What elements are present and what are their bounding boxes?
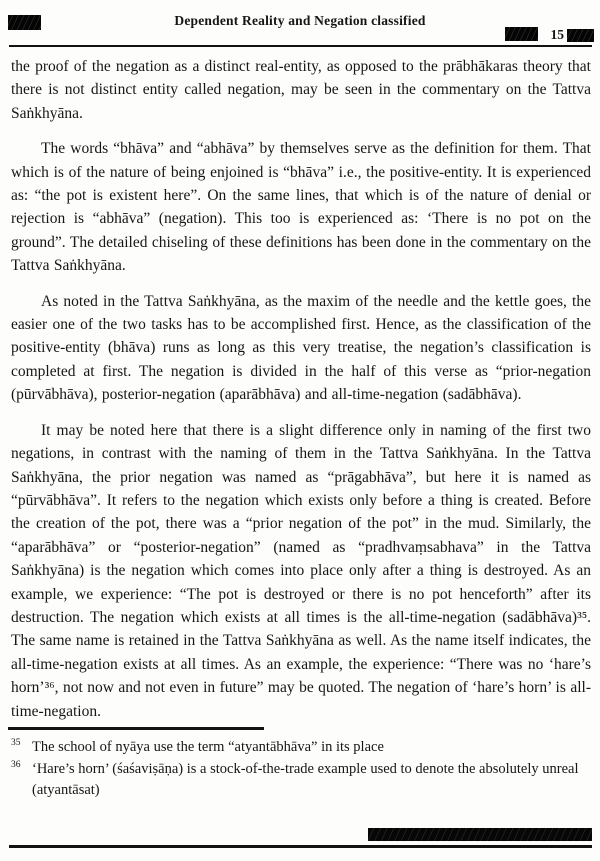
footer-rule (9, 845, 592, 848)
body-text (11, 55, 591, 723)
footnote-separator-rule (8, 727, 264, 730)
ornament-top-right-inner (505, 27, 538, 41)
footnote-text: The school of nyāya use the term “atyantābhāva” in its place (32, 739, 384, 755)
paragraph: the proof of the negation as a distinct real-entity, as opposed to the prābhākaras theory that there is not distinct entity called negation, may be seen in the commentary on the Tattva Saṅkhyāna. (11, 58, 591, 122)
footnote (11, 737, 591, 759)
running-header-title: Dependent Reality and Negation classified (174, 13, 426, 28)
footnote-number: 35 (11, 738, 21, 748)
footnotes (11, 737, 591, 802)
ornament-top-right-outer (567, 29, 594, 42)
paragraph: As noted in the Tattva Saṅkhyāna, as the maxim of the needle and the kettle goes, the easier one of the two tasks has to be accomplished first. Hence, as the classification of the positive-entity (bhāva) runs as long as this very treatise, the negation’s classification is completed at first. The negation is divided in the half of this verse as “prior-negation (pūrvābhāva), posterior-negation (aparābhāva) and all-time-negation (sadābhāva). (11, 292, 591, 404)
paragraph: It may be noted here that there is a slight difference only in naming of the first two negations, in contrast with the naming of them in the Tattva Saṅkhyāna. In the Tattva Saṅkhyāna, the prior negation was named as “prāgabhāva”, but here it is named as “pūrvābhāva”. It refers to the negation which exists only before a thing is created. Before the creation of the pot, there was a “prior negation of the pot” in the mud. Similarly, the “aparābhāva” or “posterior-negation” (named as “pradhvaṃsabhava” in the Tattva Saṅkhyāna) is the negation which comes into place only after a thing is destroyed. As an example, we experience: “The pot is destroyed or there is no pot henceforth” after its destruction. The negation which exists at all times is the all-time-negation (sadābhāva)³⁵. The same name is retained in the Tattva Saṅkhyāna as well. As the name itself indicates, the all-time-negation exists at all times. As an example, the experience: “There was no ‘hare’s horn’³⁶, not now and not even in future” may be quoted. The negation of ‘hare’s horn’ is all-time-negation. (11, 421, 591, 720)
footnote (11, 759, 591, 802)
footnote-text: ‘Hare’s horn’ (śaśaviṣāṇa) is a stock-of-the-trade example used to denote the absolutely unreal (atyantāsat) (32, 760, 579, 798)
footnote-number: 36 (11, 759, 21, 770)
page-number: 15 (550, 27, 564, 42)
header-rule (9, 45, 592, 47)
paragraph: The words “bhāva” and “abhāva” by themselves serve as the definition for them. That which is of the nature of being enjoined is “bhāva” i.e., the positive-entity. It is experienced as: “the pot is existent here”. On the same lines, that which is of the nature of denial or rejection is “abhāva” (negation). This too is experienced as: ‘There is no pot on the ground”. The detailed chiseling of these definitions has been done in the commentary on the Tattva Saṅkhyāna. (11, 140, 591, 275)
ornament-bottom-right (368, 828, 592, 841)
